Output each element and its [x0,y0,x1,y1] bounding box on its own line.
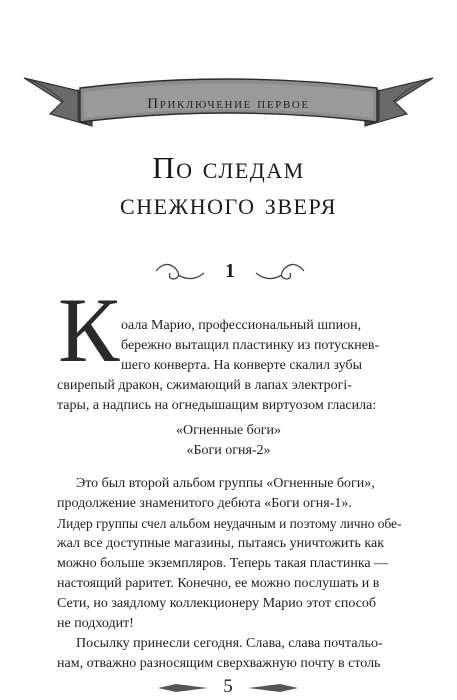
text-line: не подходит! [57,616,134,631]
section-number: 1 [225,260,235,282]
text-line: Посылку принесли сегодня. Слава, слава почтальо- [76,636,383,651]
text-line: свирепый дракон, сжимающий в лапах электрогi- [57,378,352,393]
quote-line: «Боги огня-2» [186,443,271,458]
text-line: бережно вытащил пластинку из потускнев- [121,338,380,353]
text-line: шего конверта. На конверте скалил зубы [121,358,363,373]
text-line: настоящий раритет. Конечно, ее можно послушать и в [57,576,380,591]
text-line: нам, отважно разносящим сверхважную почту в столь [57,656,381,671]
text-line: оала Марио, профессиональный шпион, [121,318,362,333]
text-line: продолжение знаменитого дебюта «Боги огня-1». [57,496,352,511]
drop-cap: К [58,279,120,381]
section-ornament [152,255,308,289]
text-line: можно больше экземпляров. Теперь такая пластинка — [57,556,389,571]
chapter-title-line1: По следам [152,150,305,185]
page-number: 5 [223,676,233,697]
banner-text: Приключение первое [147,96,310,112]
text-line: жал все доступные магазины, пытаясь уничтожить как [57,536,385,551]
text-line: Сети, но заядлому коллекционеру Марио этот способ [57,596,377,611]
text-line: Это был второй альбом группы «Огненные боги», [76,476,375,491]
chapter-title [0,150,457,222]
chapter-banner [20,64,437,146]
chapter-title-line2: снежного зверя [120,186,337,221]
text-line: Лидер группы счел альбом неудачным и поэтому лично обе- [57,516,402,531]
text-line: тары, а надпись на огнедышащим виртуозом гласила: [57,398,377,413]
quote-line: «Огненные боги» [175,423,282,438]
page-footer [138,676,318,700]
